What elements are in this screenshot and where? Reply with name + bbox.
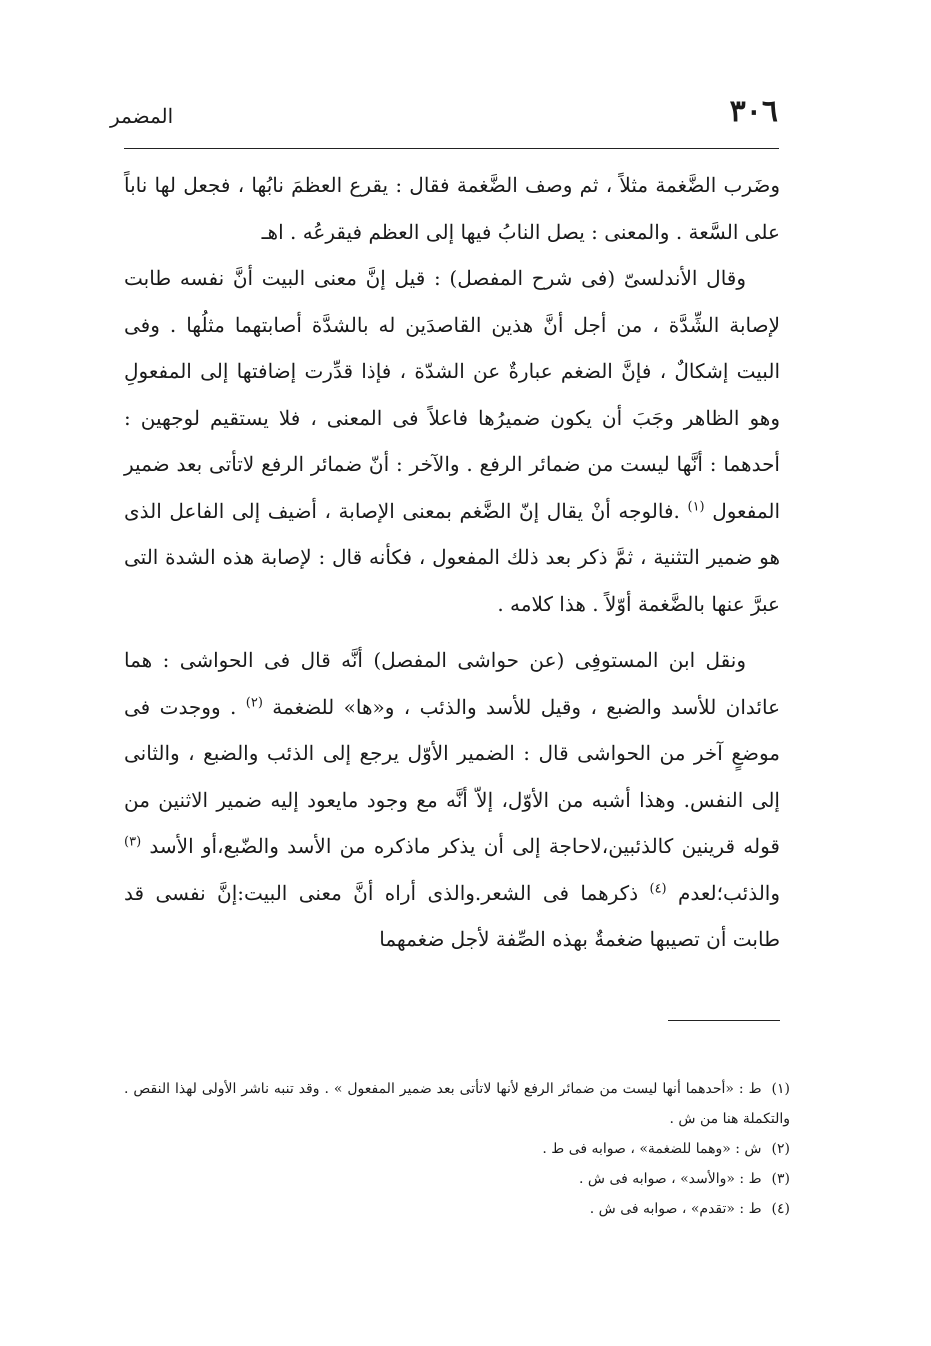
footnote-ref-3[interactable]: (٣) (124, 834, 142, 850)
footnote-ref-2[interactable]: (٢) (245, 694, 263, 710)
footnote-ref-1[interactable]: (١) (687, 498, 705, 514)
footnote-number: (٢) (771, 1141, 790, 1157)
footnote-text: ط : «أحدهما أنها ليست من ضمائر الرفع لأنها لاتأتى بعد ضمير المفعول » . وقد تنبه ناشر الأولى لهذا النقص . والتكملة هنا من ش . (124, 1081, 790, 1127)
page-header (110, 82, 778, 142)
main-text (124, 162, 780, 963)
footnote-text: ط : «والأسد» ، صوابه فى ش . (579, 1171, 762, 1187)
paragraph-2-text-cont: .فالوجه أنْ يقال إنّ الضَّغم بمعنى الإصابة ، أضيف إلى الفاعل الذى هو ضمير التثنية ، ثمَّ ذكر بعد ذلك المفعول ، فكأنه قال : لإصابة هذه الشدة التى عبرَّ عنها بالضَّغمة أوّلاً . هذا كلامه . (124, 498, 780, 616)
paragraph-3-text-c: والذئب؛لعدم (678, 880, 781, 905)
paragraph-1-text: وضَرب الضَّغمة مثلاً ، ثم وصف الضَّغمة فقال : يقرع العظمَ نابُها ، فجعل لها ناباً على السَّعة . والمعنى : يصل النابُ فيها إلى العظم فيقرعُه . اهـ (124, 173, 780, 244)
footnote-text: ش : «وهما للضغمة» ، صوابه فى ط . (542, 1141, 762, 1157)
footnote-text: ط : «تقدم» ، صوابه فى ش . (589, 1201, 762, 1217)
paragraph-3-text-a: ونقل ابن المستوفِى (عن حواشى المفصل) أنَّه قال فى الحواشى : هما عائدان للأسد والضبع ، وقيل للأسد والذئب ، و«ها» للضغمة (124, 648, 781, 719)
footnote-3 (124, 1164, 790, 1194)
page-number: ٣٠٦ (729, 94, 778, 129)
footnote-number: (٤) (771, 1201, 790, 1217)
paragraph-3 (124, 637, 780, 963)
paragraph-3-text-b: . ووجدت فى موضعٍ آخر من الحواشى قال : الضمير الأوّل يرجع إلى الذئب والضبع ، والثانى إلى النفس. وهذا أشبه من الأوّل، إلاّ أنَّه مع وجود مايعود إليه ضمير الاثنين من قوله قرينين كالذئبين،لاحاجة إلى أن يذكر ماذكره من الأسد والضّبع،أو الأسد (124, 694, 780, 858)
footnotes (124, 1074, 790, 1224)
header-rule (124, 148, 779, 149)
footnote-number: (١) (771, 1081, 790, 1097)
footnote-ref-4[interactable]: (٤) (649, 880, 667, 896)
footnote-rule (668, 1020, 780, 1021)
footnote-4 (124, 1194, 790, 1224)
footnote-number: (٣) (771, 1171, 790, 1187)
paragraph-3-text-d: ذكرهما فى الشعر.والذى أراه أنَّ معنى البيت:إنَّ نفسى قد طابت أن تصيبها ضغمةٌ بهذه الصِّفة لأجل ضغمهما (124, 880, 780, 951)
paragraph-2-text: وقال الأندلسىّ (فى شرح المفصل) : قيل إنَّ معنى البيت أنَّ نفسه طابت لإصابة الشِّدَّة ، من أجل أنَّ هذين القاصدَين له بالشدَّة أصابتهما مثلُها . وفى البيت إشكالٌ ، فإنَّ الضغم عبارةٌ عن الشدّة ، فإذا قدِّرت إضافتها إلى المفعولِ وهو الظاهر وجَبَ أن يكون ضميرُها فاعلاً فى المعنى ، فلا يستقيم لوجهين : أحدهما : أنَّها ليست من ضمائر الرفع . والآخر : أنّ ضمائر الرفع لاتأتى بعد ضمير المفعول (124, 266, 781, 523)
paragraph-2 (124, 255, 780, 627)
footnote-1 (124, 1074, 790, 1134)
footnote-2 (124, 1134, 790, 1164)
running-title: المضمر (110, 104, 174, 128)
paragraph-1 (124, 162, 780, 255)
